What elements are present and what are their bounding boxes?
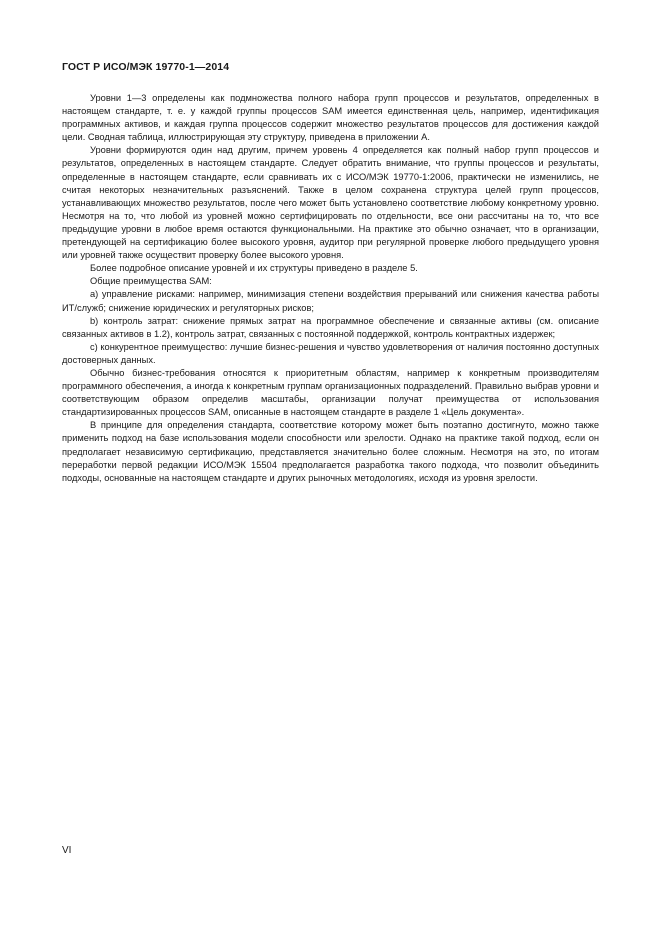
list-item: a) управление рисками: например, минимизация степени воздействия прерываний или снижения качества работы ИТ/служб; снижение юридических и регуляторных рисков; <box>62 289 599 313</box>
page-number: VI <box>62 845 72 856</box>
list-item: c) конкурентное преимущество: лучшие бизнес-решения и чувство удовлетворения от наличия постоянно доступных достоверных данных. <box>62 341 599 365</box>
paragraph: Обычно бизнес-требования относятся к приоритетным областям, например к конкретным производителям программного обеспечения, а иногда к конкретным группам организационных подразделений. Правильно выбрав уровни и соответствующим образом определив масштабы, организации получат преимущества от использования стандартизированных процессов SAM, описанные в настоящем стандарте в разделе 1 «Цель документа». <box>62 367 599 418</box>
paragraph: Более подробное описание уровней и их структуры приведено в разделе 5. <box>90 263 418 274</box>
paragraph: Общие преимущества SAM: <box>90 276 212 287</box>
paragraph: Уровни формируются один над другим, причем уровень 4 определяется как полный набор групп процессов и результатов, определенных в настоящем стандарте. Следует обратить внимание, что группы процессов и результаты, определенные в настоящем стандарте, если сравнивать их с ИСО/МЭК 19770-1:2006, практически не изменились, не считая некоторых незначительных разъяснений. Также в целом сохранена структура целей групп процессов, устанавливающих множество результатов, после чего может быть установлено соответствие любому конкретному уровню. Несмотря на то, что любой из уровней можно сертифицировать по отдельности, все они рассчитаны на то, что все предыдущие уровни в любое время остаются функциональными. На практике это обычно означает, что в организации, претендующей на сертификацию более высокого уровня, аудитор при регулярной проверке любого предыдущего уровня или уровней также осуществит проверку более высокого уровня. <box>62 145 599 261</box>
paragraph: Уровни 1—3 определены как подмножества полного набора групп процессов и результатов, определенных в настоящем стандарте, т. е. у каждой группы процессов SAM имеется единственная цель, например, идентификация программных активов, и каждая группа процессов содержит множество результатов процессов для достижения каждой цели. Сводная таблица, иллюстрирующая эту структуру, приведена в приложении А. <box>62 93 599 143</box>
paragraph: В принципе для определения стандарта, соответствие которому может быть поэтапно достигнуто, можно также применить подход на базе использования модели способности или зрелости. Однако на практике такой подход, если он предполагает независимую сертификацию, представляется значительно более сложным. Несмотря на это, по итогам переработки первой редакции ИСО/МЭК 15504 предполагается разработка такого подхода, что позволит объединить подходы, основанные на настоящем стандарте и других рыночных методологиях, исходя из уровня зрелости. <box>62 420 599 483</box>
list-item: b) контроль затрат: снижение прямых затрат на программное обеспечение и связанные активы (см. описание связанных активов в 1.2), контроль затрат, связанных с постоянной поддержкой, контроль контрактных издержек; <box>62 315 599 339</box>
document-body <box>62 92 599 485</box>
document-header: ГОСТ Р ИСО/МЭК 19770-1—2014 <box>62 61 230 73</box>
